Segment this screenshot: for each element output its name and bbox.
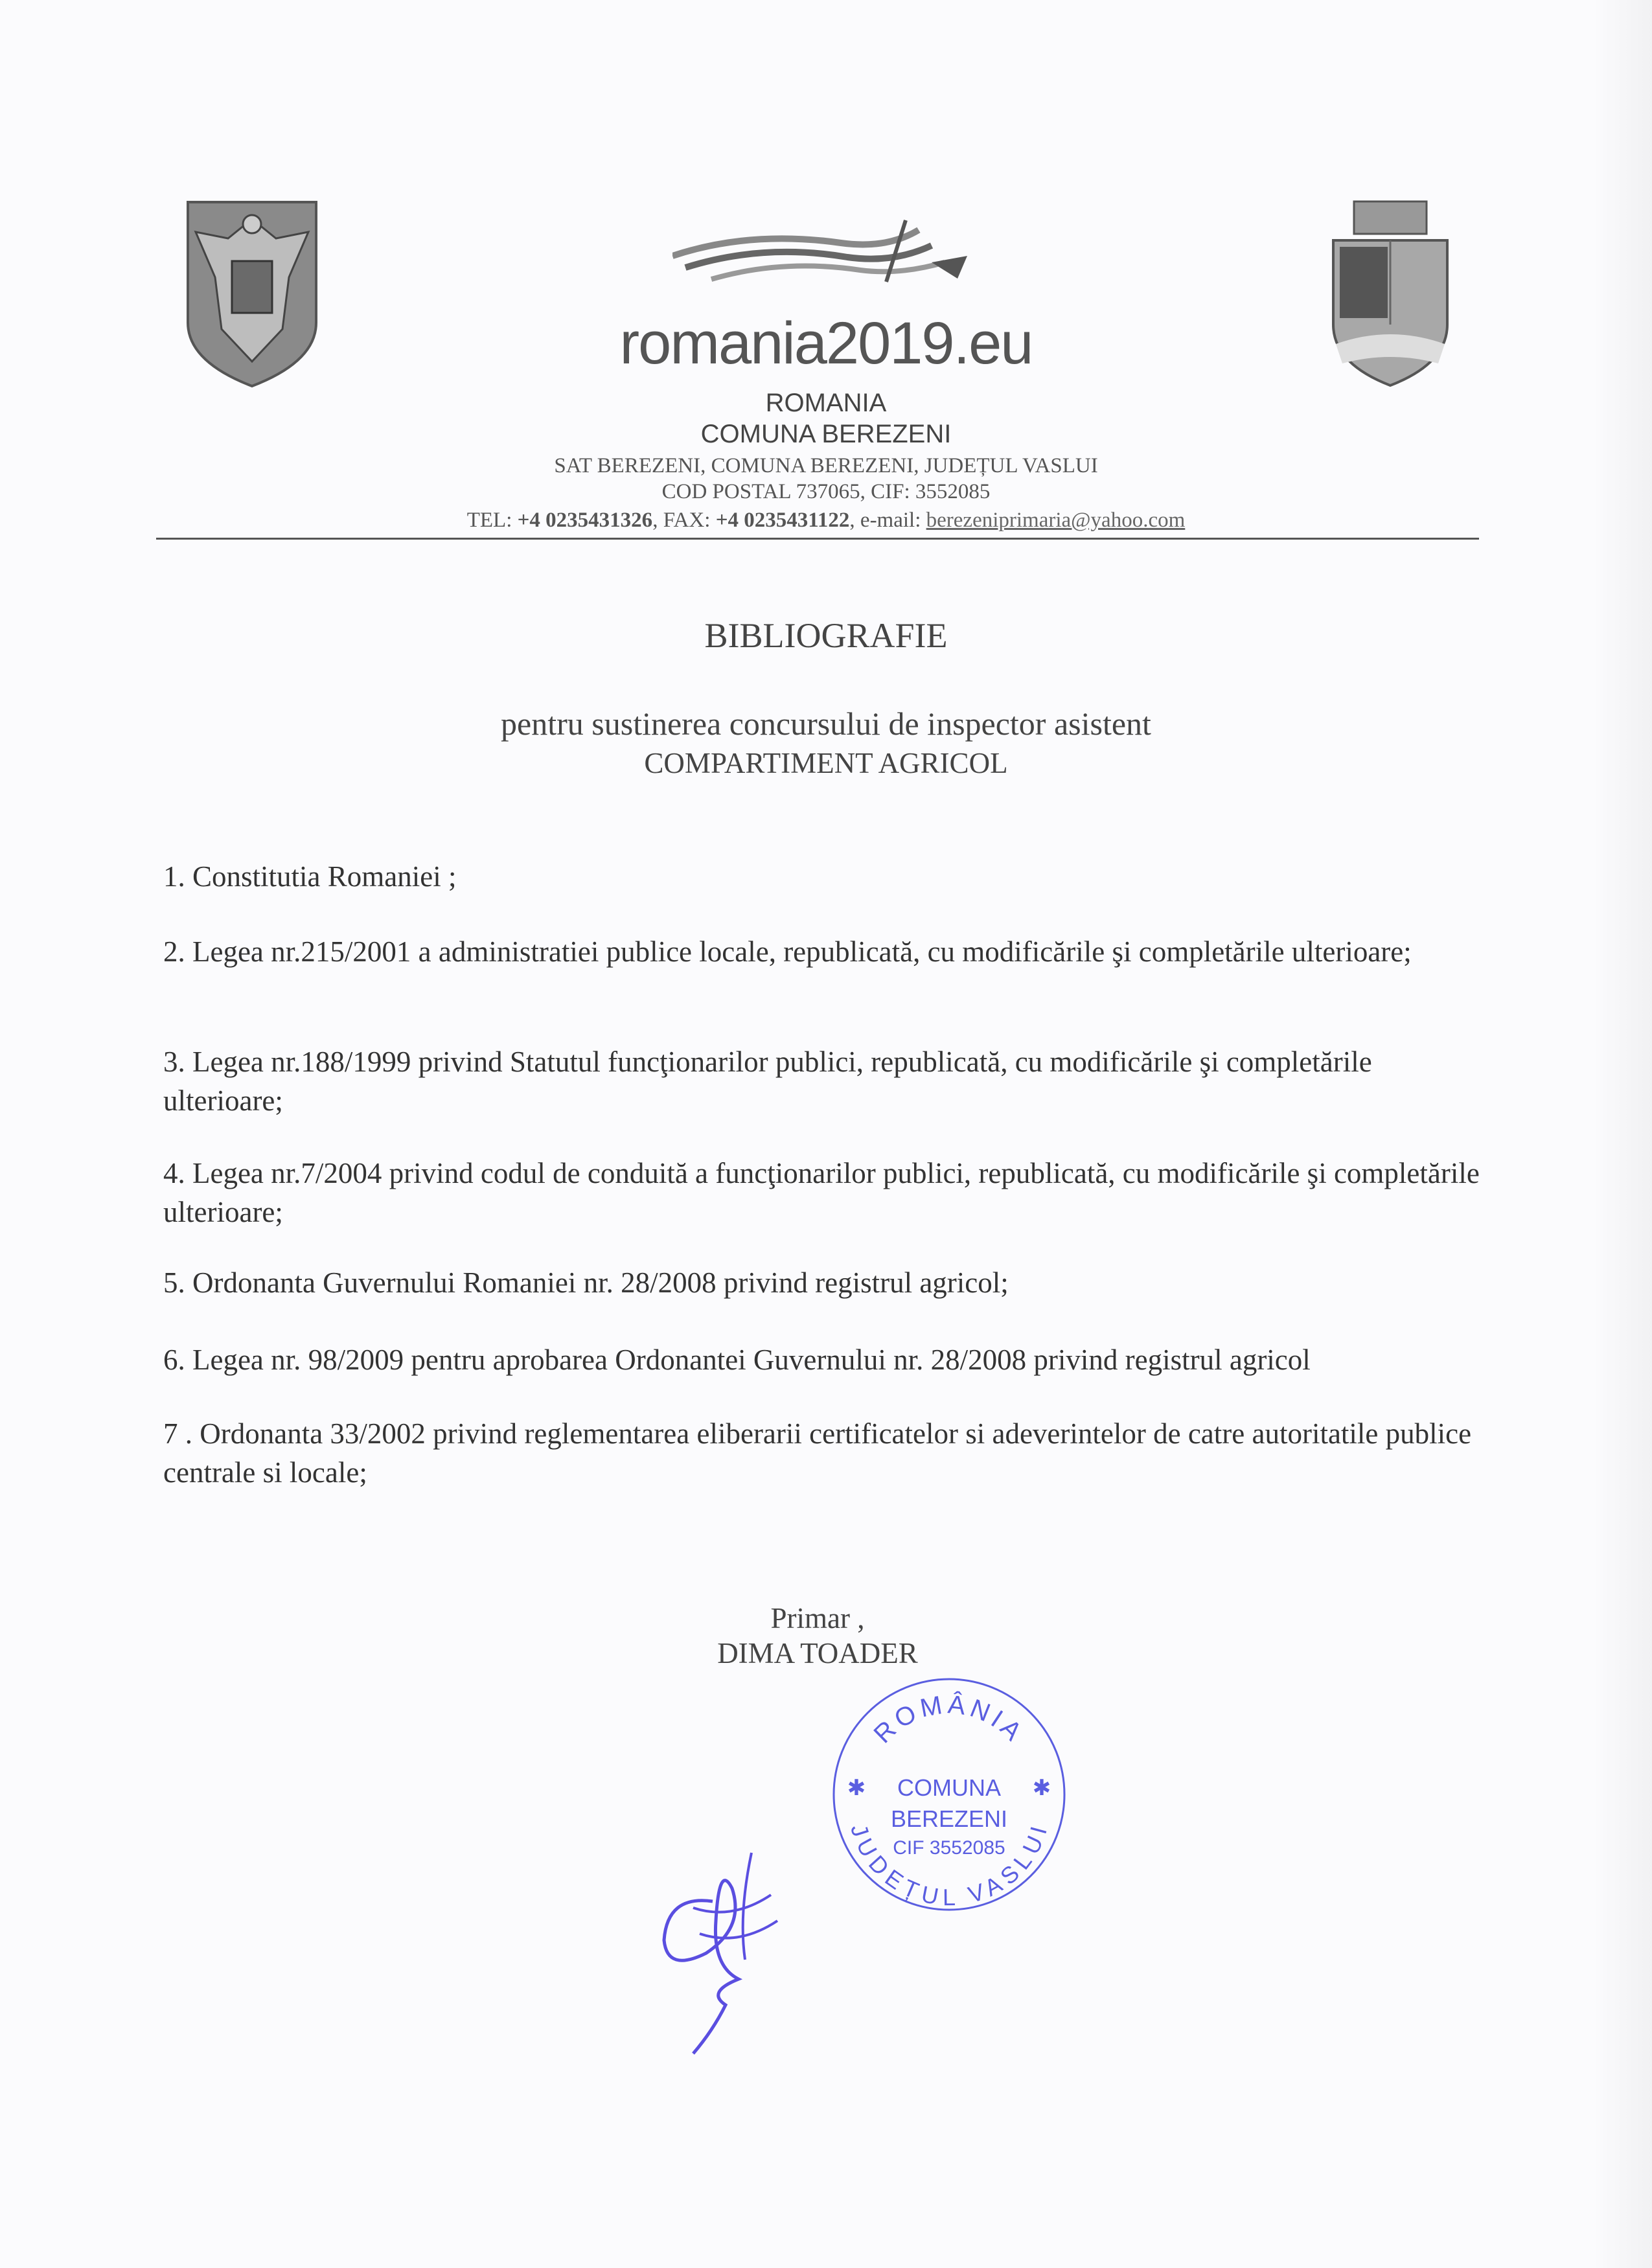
handwritten-signature — [654, 1850, 784, 2057]
header-commune: COMUNA BEREZENI — [700, 420, 952, 448]
svg-text:ROMÂNIA — [869, 1690, 1030, 1748]
list-item: 2. Legea nr.215/2001 a administratiei publice locale, republicată, cu modificările şi completările ulterioare; — [163, 935, 1412, 968]
stamp-star-icon: ✱ — [1032, 1776, 1051, 1800]
email-link[interactable]: berezeniprimaria@yahoo.com — [926, 509, 1186, 532]
header-country: ROMANIA — [765, 389, 887, 417]
header-address: SAT BEREZENI, COMUNA BEREZENI, JUDEȚUL VASLUI — [554, 454, 1098, 477]
header-contact — [0, 509, 1652, 533]
list-item: 5. Ordonanta Guvernului Romaniei nr. 28/2008 privind registrul agricol; — [163, 1266, 1009, 1299]
stamp-line-3: CIF 3552085 — [893, 1837, 1005, 1859]
list-item: 3. Legea nr.188/1999 privind Statutul funcţionarilor publici, republicată, cu modificările şi completările ulterioare; — [163, 1046, 1372, 1117]
logo-text: romania2019.eu — [619, 310, 1033, 376]
signatory-role: Primar , — [770, 1602, 865, 1634]
header-divider — [156, 538, 1479, 540]
department: COMPARTIMENT AGRICOL — [644, 747, 1008, 779]
stamp-line-1: COMUNA — [897, 1774, 1001, 1801]
fax-number: +4 0235431122 — [715, 509, 850, 532]
fax-label: , FAX: — [652, 509, 716, 532]
stamp-bottom-text: JUDEȚUL VASLUI — [845, 1820, 1053, 1911]
document-subtitle: pentru sustinerea concursului de inspector asistent — [501, 705, 1151, 742]
signatory-name: DIMA TOADER — [717, 1637, 918, 1669]
document-title: BIBLIOGRAFIE — [704, 616, 948, 655]
stamp-star-icon: ✱ — [847, 1776, 866, 1800]
email-label: , e-mail: — [849, 509, 926, 532]
stamp-line-2: BEREZENI — [890, 1805, 1008, 1832]
list-item: 4. Legea nr.7/2004 privind codul de conduită a funcţionarilor publici, republicată, cu modificările şi completările ulterioare; — [163, 1157, 1480, 1228]
stamp-top-text: ROMÂNIA — [868, 1690, 1030, 1749]
tel-label: TEL: — [466, 509, 518, 532]
list-item: 6. Legea nr. 98/2009 pentru aprobarea Ordonantei Guvernului nr. 28/2008 privind registrul agricol — [163, 1344, 1311, 1376]
list-item: 1. Constitutia Romaniei ; — [163, 860, 457, 893]
romania2019-logo-waves-icon — [672, 217, 970, 290]
tel-number: +4 0235431326 — [517, 509, 653, 532]
header-postal: COD POSTAL 737065, CIF: 3552085 — [661, 480, 991, 503]
official-stamp — [829, 1675, 1069, 1914]
svg-text:JUDEȚUL VASLUI — [845, 1821, 1053, 1911]
berezeni-coat-of-arms-icon — [1328, 195, 1452, 388]
list-item: 7 . Ordonanta 33/2002 privind reglementarea eliberarii certificatelor si adeverintelor de catre autoritatile publice centrale si locale; — [163, 1417, 1472, 1489]
